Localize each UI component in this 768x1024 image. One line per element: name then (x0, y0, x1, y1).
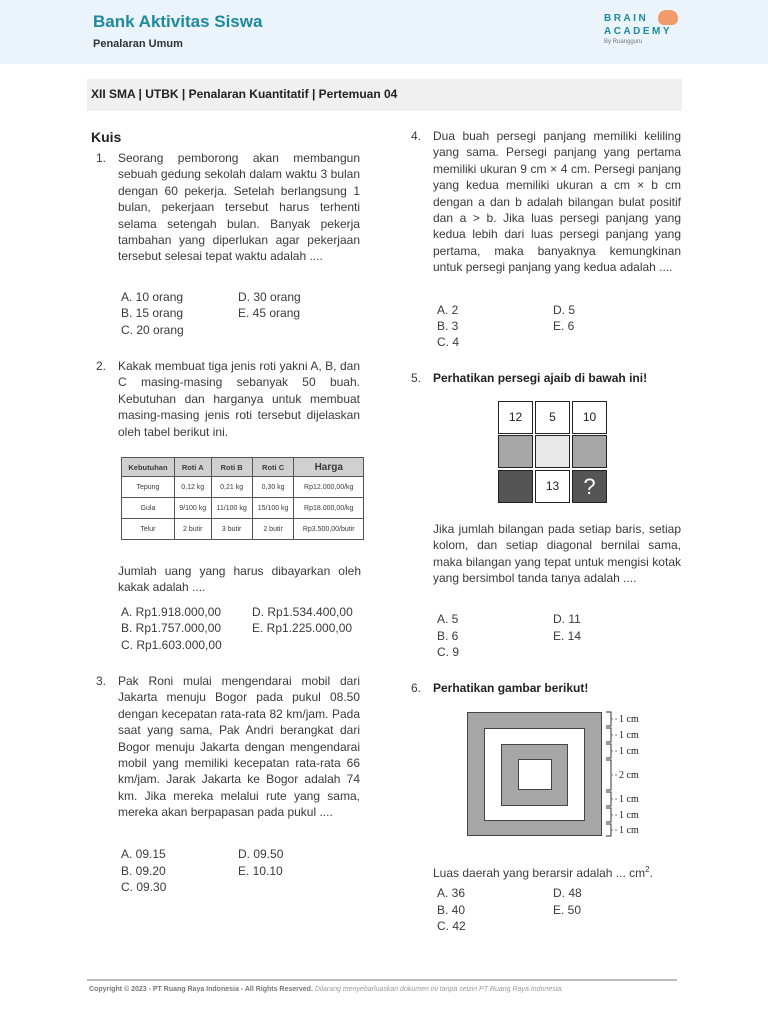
logo-line1: BRAIN (604, 13, 649, 24)
magic-cell: 10 (572, 401, 607, 434)
superscript: 2 (645, 865, 650, 874)
table-row (122, 519, 364, 540)
footer-divider (87, 979, 677, 981)
option-d[interactable]: D. Rp1.534.400,00 (252, 605, 353, 619)
option-b[interactable]: B. Rp1.757.000,00 (121, 621, 222, 635)
magic-cell (535, 435, 570, 468)
option-b[interactable]: B. 15 orang (121, 306, 184, 320)
magic-cell: 12 (498, 401, 533, 434)
question-4 (411, 128, 682, 298)
question-text: Perhatikan gambar berikut! (433, 681, 589, 695)
roti-table (121, 457, 364, 540)
table-cell: Tepung (122, 477, 175, 498)
question-text: Dua buah persegi panjang memiliki keliling yang sama. Persegi panjang yang pertama memiliki ukuran 9 cm × 4 cm. Persegi panjang yang kedua memiliki ukuran a cm × b cm dengan a dan b adalah bilangan bulat positif dan a > b. Jika luas persegi panjang yang kedua lebih dari luas persegi panjang yang pertama, maka banyaknya kemungkinan untuk persegi panjang yang kedua adalah .... (433, 129, 681, 275)
question-number: 2. (96, 359, 107, 373)
dimension-label: 2 cm (619, 770, 639, 781)
question-text: Luas daerah yang berarsir adalah ... cm (433, 866, 646, 880)
question-text: Jika jumlah bilangan pada setiap baris, setiap kolom, dan setiap diagonal bernilai sama, maka bilangan yang tepat untuk mengisi kotak yang bersimbol tanda tanya adalah .... (433, 522, 681, 586)
option-c[interactable]: C. 9 (437, 645, 460, 659)
option-d[interactable]: D. 30 orang (238, 290, 301, 304)
table-cell: 15/100 kg (252, 498, 294, 519)
option-a[interactable]: A. 5 (437, 612, 459, 626)
magic-cell (572, 435, 607, 468)
dimension-label: 1 cm (619, 825, 639, 836)
table-cell: 0,21 kg (211, 477, 252, 498)
table-cell: 3 butir (211, 519, 252, 540)
question-number: 3. (96, 674, 107, 688)
question-number: 6. (411, 681, 422, 695)
question-text: Pak Roni mulai mengendarai mobil dari Jakarta menuju Bogor pada pukul 08.50 dengan kecepatan rata-rata 82 km/jam. Pada saat yang sama, Pak Andri berangkat dari Bogor menuju Jakarta dengan mengendarai mobil yang memiliki kecepatan rata-rata 66 km/jam. Jarak Jakarta ke Bogor adalah 74 km. Jika mereka melalui rute yang sama, mereka akan berpapasan pada pukul .... (118, 674, 360, 820)
option-e[interactable]: E. 50 (553, 903, 582, 917)
option-e[interactable]: E. 10.10 (238, 864, 283, 878)
option-c[interactable]: C. 42 (437, 919, 466, 933)
dimension-label: 1 cm (619, 810, 639, 821)
option-b[interactable]: B. 40 (437, 903, 466, 917)
dimension-label: 1 cm (619, 730, 639, 741)
dimension-label: 1 cm (619, 714, 639, 725)
magic-cell: 13 (535, 470, 570, 503)
option-e[interactable]: E. 45 orang (238, 306, 301, 320)
table-cell: 9/100 kg (174, 498, 211, 519)
question-text: Perhatikan persegi ajaib di bawah ini! (433, 371, 648, 385)
option-c[interactable]: C. Rp1.603.000,00 (121, 638, 222, 652)
inner-square (518, 759, 552, 790)
option-a[interactable]: A. 36 (437, 886, 466, 900)
table-header: Roti A (174, 458, 211, 477)
footer-notice: Dilarang menyebarluaskan dokumen ini tanpa seizin PT Ruang Raya Indonesia. (314, 986, 564, 993)
header-subtitle: Penalaran Umum (93, 38, 183, 50)
table-cell: Telur (122, 519, 175, 540)
footer-copyright: Copyright © 2023 - PT Ruang Raya Indonesia - All Rights Reserved. (89, 986, 313, 993)
logo-line3: By Ruangguru (604, 39, 643, 45)
option-c[interactable]: C. 20 orang (121, 323, 184, 337)
table-header: Harga (294, 458, 364, 477)
option-a[interactable]: A. 10 orang (121, 290, 184, 304)
question-6 (411, 680, 682, 698)
table-row (122, 477, 364, 498)
table-header: Kebutuhan (122, 458, 175, 477)
table-cell: Rp12.000,00/kg (294, 477, 364, 498)
question-text: Jumlah uang yang harus dibayarkan oleh kakak adalah .... (118, 564, 361, 595)
brain-academy-logo (604, 12, 694, 52)
question-3 (96, 673, 361, 843)
table-cell: Rp18.000,00/kg (294, 498, 364, 519)
table-cell: 0,12 kg (174, 477, 211, 498)
table-row (122, 498, 364, 519)
option-a[interactable]: A. 09.15 (121, 847, 166, 861)
table-cell: 2 butir (174, 519, 211, 540)
dimension-braces (602, 710, 620, 840)
period: . (649, 866, 653, 880)
footer (89, 986, 563, 993)
question-2 (96, 358, 361, 443)
question-1 (96, 150, 361, 285)
brain-icon (658, 10, 678, 25)
table-cell: Rp3.500,00/butir (294, 519, 364, 540)
option-b[interactable]: B. 3 (437, 319, 459, 333)
option-d[interactable]: D. 11 (553, 612, 581, 626)
magic-cell (498, 470, 533, 503)
option-c[interactable]: C. 4 (437, 335, 460, 349)
info-bar (87, 79, 682, 111)
option-d[interactable]: D. 5 (553, 303, 576, 317)
header-title: Bank Aktivitas Siswa (93, 12, 263, 31)
table-cell: Gula (122, 498, 175, 519)
question-6-prompt (433, 862, 681, 881)
magic-cell: 5 (535, 401, 570, 434)
logo-line2: ACADEMY (604, 26, 673, 37)
table-cell: 0,30 kg (252, 477, 294, 498)
dimension-label: 1 cm (619, 746, 639, 757)
option-e[interactable]: E. 14 (553, 629, 582, 643)
question-number: 4. (411, 129, 422, 143)
option-b[interactable]: B. 6 (437, 629, 459, 643)
option-e[interactable]: E. Rp1.225.000,00 (252, 621, 353, 635)
option-a[interactable]: A. 2 (437, 303, 459, 317)
question-number: 1. (96, 151, 107, 165)
question-text: Kakak membuat tiga jenis roti yakni A, B, dan C masing-masing sebanyak 50 buah. Kebutuhan dan harganya untuk membuat masing-masing jenis roti tersebut dijelaskan oleh tabel berikut ini. (118, 359, 360, 439)
dimension-label: 1 cm (619, 794, 639, 805)
option-c[interactable]: C. 09.30 (121, 880, 167, 894)
question-text: Seorang pemborong akan membangun sebuah gedung sekolah dalam waktu 3 bulan dengan 60 pekerja. Setelah berlangsung 1 bulan, pekerjaan tersebut harus terhenti selama setengah bulan. Banyak pekerja tambahan yang diperlukan agar pekerjaan tersebut selesai tepat waktu adalah .... (118, 151, 360, 264)
option-b[interactable]: B. 09.20 (121, 864, 166, 878)
table-cell: 2 butir (252, 519, 294, 540)
option-a[interactable]: A. Rp1.918.000,00 (121, 605, 222, 619)
section-title: Kuis (91, 129, 122, 145)
table-header: Roti C (252, 458, 294, 477)
magic-square (498, 401, 610, 503)
option-e[interactable]: E. 6 (553, 319, 575, 333)
option-d[interactable]: D. 48 (553, 886, 582, 900)
question-mark-cell: ? (572, 470, 607, 503)
page-header (0, 0, 768, 64)
question-number: 5. (411, 371, 422, 385)
magic-cell (498, 435, 533, 468)
option-d[interactable]: D. 09.50 (238, 847, 284, 861)
table-header: Roti B (211, 458, 252, 477)
table-cell: 11/100 kg (211, 498, 252, 519)
info-bar-text: XII SMA | UTBK | Penalaran Kuantitatif | Pertemuan 04 (91, 87, 398, 101)
question-5 (411, 370, 682, 388)
